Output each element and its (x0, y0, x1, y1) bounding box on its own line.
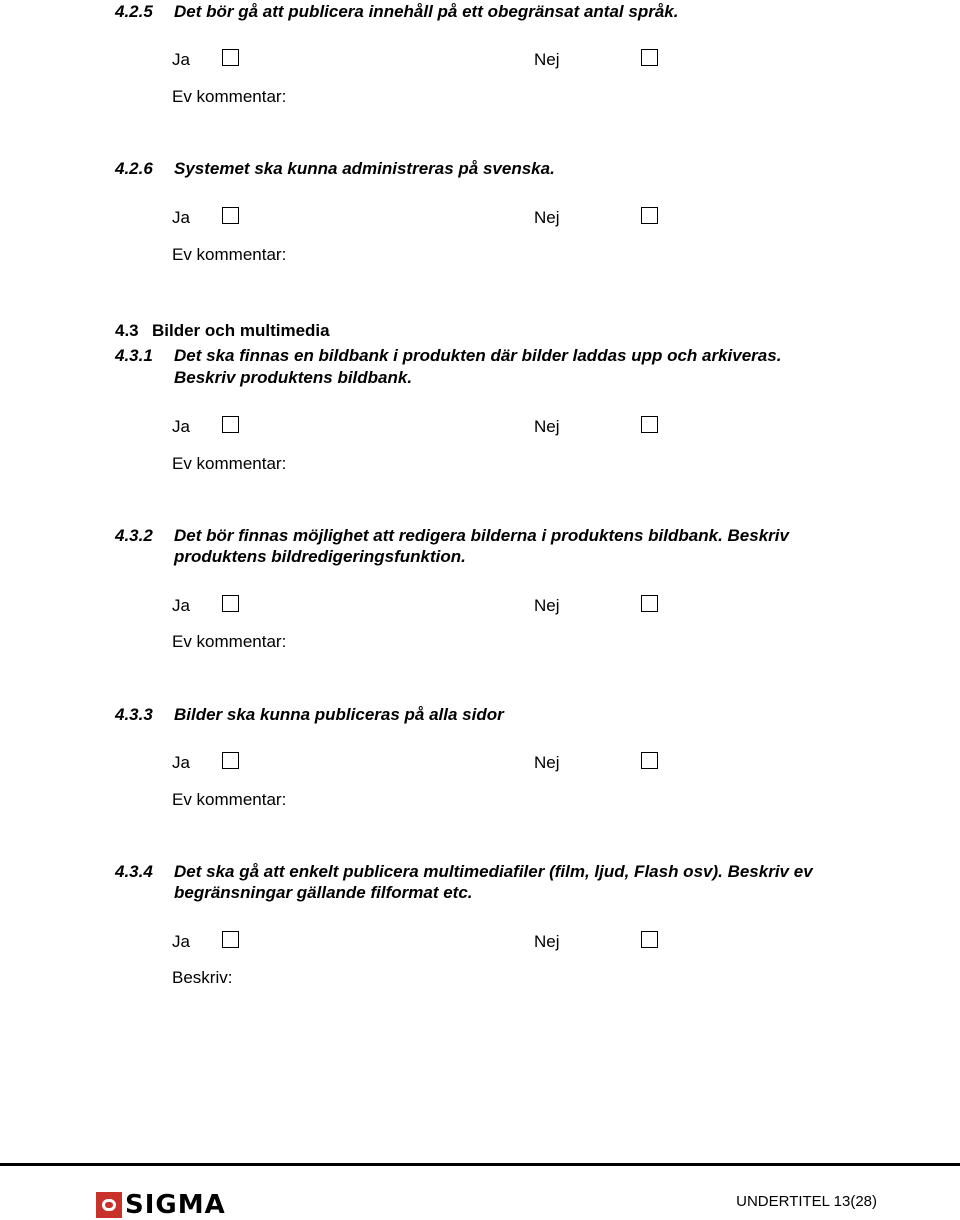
no-label: Nej (534, 596, 560, 615)
yes-label: Ja (172, 932, 190, 951)
section-number: 4.3.1 (115, 346, 153, 365)
section-question-line2: Beskriv produktens bildbank. (174, 368, 413, 387)
sigma-logo (96, 1190, 226, 1220)
comment-label: Ev kommentar: (172, 790, 287, 809)
section-question: Det ska gå att enkelt publicera multimediafiler (film, ljud, Flash osv). Beskriv ev (174, 862, 813, 881)
no-checkbox[interactable] (641, 49, 658, 66)
section-question: Det ska finnas en bildbank i produkten där bilder laddas upp och arkiveras. (174, 346, 782, 365)
no-checkbox[interactable] (641, 416, 658, 433)
page-info: UNDERTITEL 13(28) (736, 1193, 877, 1210)
no-checkbox[interactable] (641, 752, 658, 769)
section-question: Systemet ska kunna administreras på svenska. (174, 159, 555, 178)
yes-checkbox[interactable] (222, 416, 239, 433)
no-label: Nej (534, 50, 560, 69)
section-question-line2: produktens bildredigeringsfunktion. (174, 547, 466, 566)
heading-number: 4.3 (115, 321, 139, 340)
no-label: Nej (534, 753, 560, 772)
section-question: Det bör gå att publicera innehåll på ett obegränsat antal språk. (174, 2, 679, 21)
footer-divider (0, 1163, 960, 1166)
section-question: Det bör finnas möjlighet att redigera bilderna i produktens bildbank. Beskriv (174, 526, 789, 545)
section-number: 4.3.2 (115, 526, 153, 545)
yes-checkbox[interactable] (222, 595, 239, 612)
section-question: Bilder ska kunna publiceras på alla sidor (174, 705, 504, 724)
logo-text: SIGMA (125, 1190, 226, 1220)
yes-label: Ja (172, 417, 190, 436)
no-label: Nej (534, 208, 560, 227)
heading-title: Bilder och multimedia (152, 321, 330, 340)
section-number: 4.2.6 (115, 159, 153, 178)
yes-checkbox[interactable] (222, 752, 239, 769)
comment-label: Ev kommentar: (172, 87, 287, 106)
no-checkbox[interactable] (641, 207, 658, 224)
describe-label: Beskriv: (172, 968, 233, 987)
yes-label: Ja (172, 596, 190, 615)
no-checkbox[interactable] (641, 595, 658, 612)
section-number: 4.2.5 (115, 2, 153, 21)
comment-label: Ev kommentar: (172, 632, 287, 651)
yes-checkbox[interactable] (222, 931, 239, 948)
comment-label: Ev kommentar: (172, 454, 287, 473)
section-number: 4.3.3 (115, 705, 153, 724)
yes-label: Ja (172, 50, 190, 69)
yes-checkbox[interactable] (222, 207, 239, 224)
comment-label: Ev kommentar: (172, 245, 287, 264)
no-label: Nej (534, 417, 560, 436)
no-checkbox[interactable] (641, 931, 658, 948)
section-question-line2: begränsningar gällande filformat etc. (174, 883, 473, 902)
section-number: 4.3.4 (115, 862, 153, 881)
logo-mark-icon (96, 1192, 122, 1218)
yes-checkbox[interactable] (222, 49, 239, 66)
no-label: Nej (534, 932, 560, 951)
yes-label: Ja (172, 208, 190, 227)
yes-label: Ja (172, 753, 190, 772)
